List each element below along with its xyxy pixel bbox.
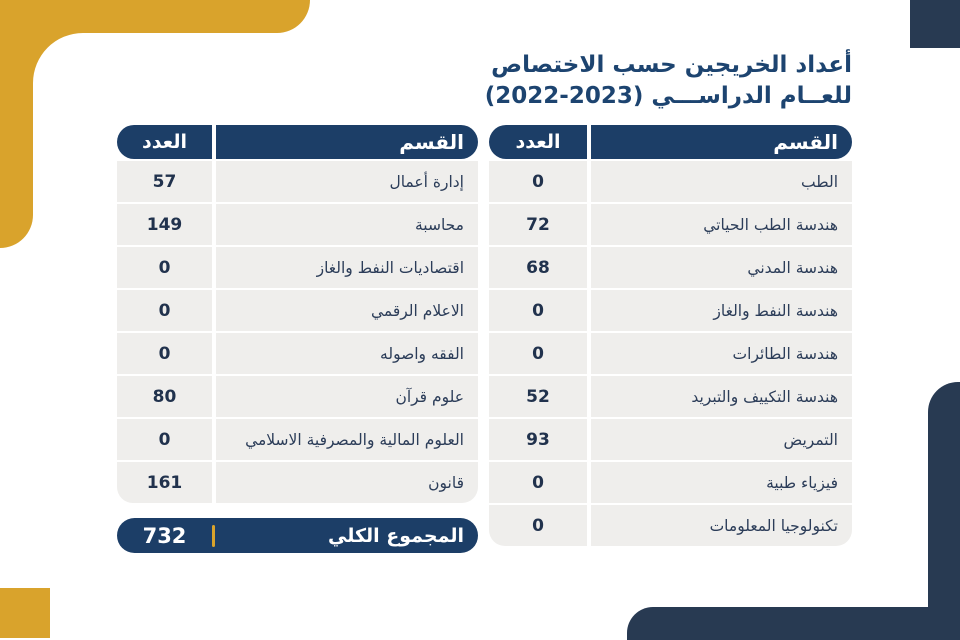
row-department-label: تكنولوجيا المعلومات [591, 505, 852, 546]
row-count-value: 57 [117, 161, 212, 202]
graduates-table-left [117, 125, 478, 553]
row-count-value: 0 [489, 290, 587, 331]
table-header [117, 125, 478, 159]
grand-total-pill [117, 518, 478, 553]
row-department-label: الاعلام الرقمي [216, 290, 478, 331]
table-row [489, 462, 852, 503]
row-count-value: 0 [489, 333, 587, 374]
row-count-value: 149 [117, 204, 212, 245]
row-count-value: 0 [117, 333, 212, 374]
table-rows [117, 161, 478, 503]
row-count-value: 52 [489, 376, 587, 417]
row-department-label: محاسبة [216, 204, 478, 245]
corner-bar-bottom-right-vertical-decoration [928, 382, 960, 640]
table-row [489, 419, 852, 460]
row-department-label: فيزياء طبية [591, 462, 852, 503]
table-header [489, 125, 852, 159]
page-title [485, 50, 852, 112]
grand-total-label: المجموع الكلي [328, 524, 464, 547]
table-row [489, 376, 852, 417]
row-count-value: 0 [117, 247, 212, 288]
table-row [117, 376, 478, 417]
table-rows [489, 161, 852, 546]
corner-square-top-right-decoration [910, 0, 960, 48]
row-department-label: هندسة التكييف والتبريد [591, 376, 852, 417]
table-row [117, 419, 478, 460]
row-department-label: العلوم المالية والمصرفية الاسلامي [216, 419, 478, 460]
table-row [117, 333, 478, 374]
row-department-label: إدارة أعمال [216, 161, 478, 202]
row-department-label: التمريض [591, 419, 852, 460]
table-row [489, 505, 852, 546]
row-count-value: 68 [489, 247, 587, 288]
row-department-label: الفقه واصوله [216, 333, 478, 374]
page-title-line-2: للعــام الدراســـي (2023-2022) [484, 83, 852, 109]
corner-bar-bottom-right-horizontal-decoration [627, 607, 960, 640]
row-count-value: 161 [117, 462, 212, 503]
header-count-label: العدد [117, 125, 212, 159]
table-row [117, 161, 478, 202]
table-row [489, 333, 852, 374]
row-count-value: 0 [489, 505, 587, 546]
row-department-label: هندسة الطب الحياتي [591, 204, 852, 245]
header-department-label: القسم [216, 125, 478, 159]
row-department-label: اقتصاديات النفط والغاز [216, 247, 478, 288]
row-department-label: الطب [591, 161, 852, 202]
table-row [489, 247, 852, 288]
row-department-label: هندسة المدني [591, 247, 852, 288]
corner-square-bottom-left-decoration [0, 588, 50, 638]
page-title-line-1: أعداد الخريجين حسب الاختصاص [491, 52, 852, 78]
table-row [489, 204, 852, 245]
row-count-value: 72 [489, 204, 587, 245]
grand-total-value: 732 [142, 523, 187, 548]
table-row [117, 204, 478, 245]
header-department-label: القسم [591, 125, 852, 159]
graduates-table-right [489, 125, 852, 546]
row-department-label: قانون [216, 462, 478, 503]
row-count-value: 80 [117, 376, 212, 417]
header-count-label: العدد [489, 125, 587, 159]
row-count-value: 0 [489, 462, 587, 503]
table-row [489, 161, 852, 202]
row-count-value: 93 [489, 419, 587, 460]
row-department-label: هندسة الطائرات [591, 333, 852, 374]
table-row [117, 247, 478, 288]
row-department-label: هندسة النفط والغاز [591, 290, 852, 331]
row-count-value: 0 [117, 290, 212, 331]
table-row [489, 290, 852, 331]
row-count-value: 0 [489, 161, 587, 202]
table-row [117, 290, 478, 331]
table-row [117, 462, 478, 503]
row-department-label: علوم قرآن [216, 376, 478, 417]
row-count-value: 0 [117, 419, 212, 460]
